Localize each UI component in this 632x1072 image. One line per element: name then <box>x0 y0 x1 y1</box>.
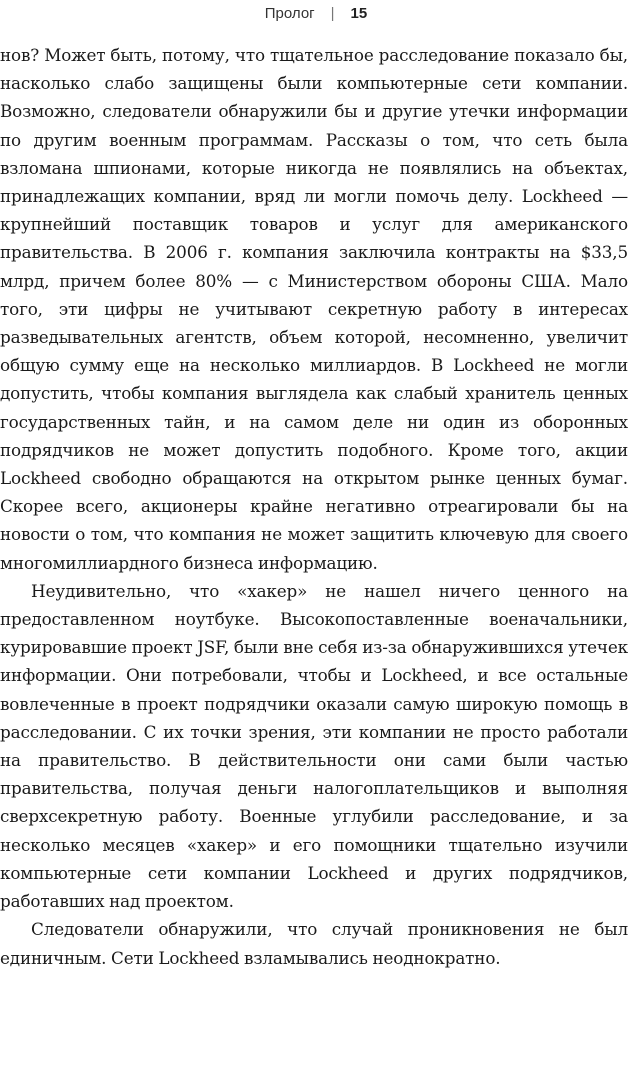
running-header <box>0 0 632 26</box>
header-separator: | <box>330 4 335 22</box>
paragraph-continued: нов? Может быть, потому, что тщательное расследование показало бы, насколько слабо защищены были компьютерные сети компании. Возможно, следователи обнаружили бы и другие утечки информации по другим военным программам. Рассказы о том, что сеть была взломана шпионами, которые никогда не появлялись на объектах, принадлежащих компании, вряд ли могли помочь делу. Lockheed — крупнейший поставщик товаров и услуг для американского правительства. В 2006 г. компания заключила контракты на $33,5 млрд, причем более 80% — с Министерством обороны США. Мало того, эти цифры не учитывают секретную работу в интересах разведывательных агентств, объем которой, несомненно, увеличит общую сумму еще на несколько миллиардов. В Lockheed не могли допустить, чтобы компания выглядела как слабый хранитель ценных государственных тайн, и на самом деле ни один из оборонных подрядчиков не может допустить подобного. Кроме того, акции Lockheed свободно обращаются на открытом рынке ценных бумаг. Скорее всего, акционеры крайне негативно отреагировали бы на новости о том, что компания не может защитить ключевую для своего многомиллиардного бизнеса информацию. <box>0 45 628 573</box>
body-text <box>0 41 628 972</box>
section-title: Пролог <box>264 4 315 22</box>
page-number: 15 <box>350 4 368 22</box>
paragraph: Неудивительно, что «хакер» не нашел ничего ценного на предоставленном ноутбуке. Высокопоставленные военачальники, курировавшие проект JSF, были вне себя из-за обнаружившихся утечек информации. Они потребовали, чтобы и Lockheed, и все остальные вовлеченные в проект подрядчики оказали самую широкую помощь в расследовании. С их точки зрения, эти компании не просто работали на правительство. В действительности они сами были частью правительства, получая деньги налогоплательщиков и выполняя сверхсекретную работу. Военные углубили расследование, и за несколько месяцев «хакер» и его помощники тщательно изучили компьютерные сети компании Lockheed и других подрядчиков, работавших над проектом. <box>0 580 628 912</box>
paragraph: Следователи обнаружили, что случай проникновения не был единичным. Сети Lockheed взламывались неоднократно. <box>0 919 628 968</box>
